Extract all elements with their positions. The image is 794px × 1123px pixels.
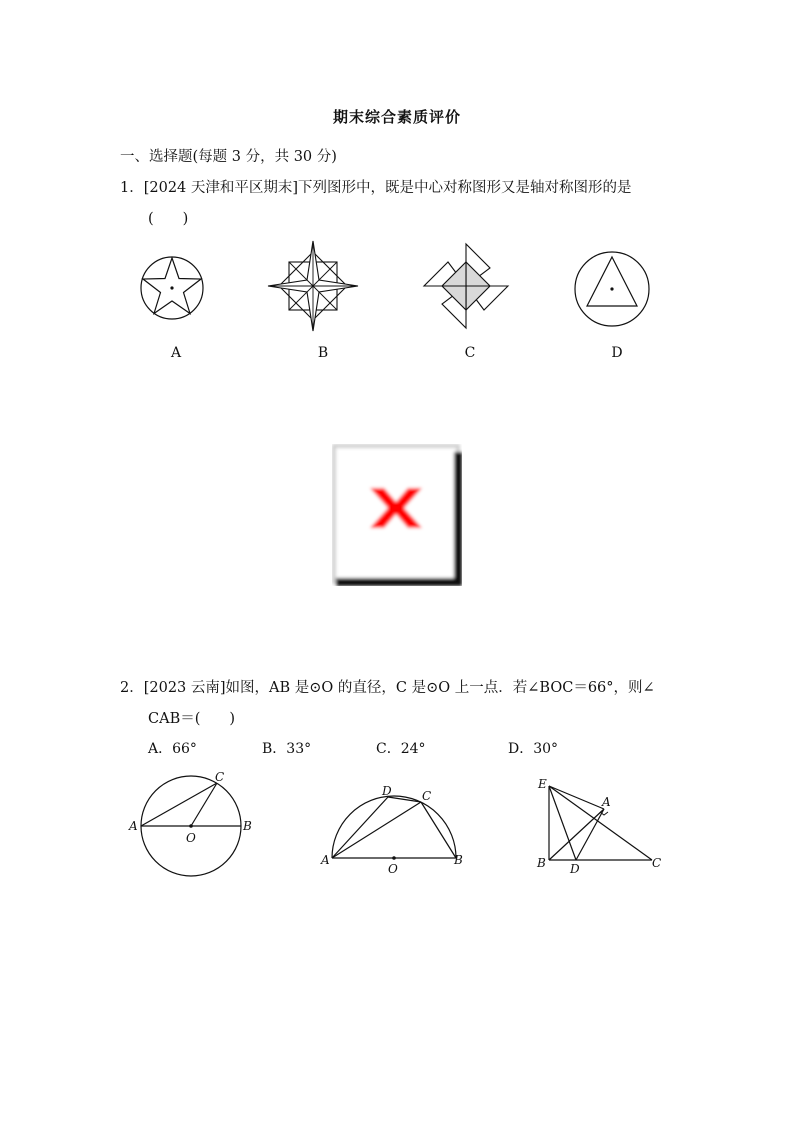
fig1-label-c: C	[215, 772, 225, 784]
option-a-label: A	[170, 345, 182, 361]
choice-d: D．30°	[508, 741, 559, 757]
fig2-label-d: D	[382, 784, 392, 798]
question-2-figure-2	[318, 784, 470, 876]
question-1-text: 1．[2024 天津和平区期末]下列图形中，既是中心对称图形又是轴对称图形的是	[120, 180, 632, 196]
option-b-label: B	[317, 345, 329, 361]
fig1-label-o: O	[186, 831, 196, 845]
page-title: 期末综合素质评价	[332, 108, 461, 126]
option-a-star-in-circle-figure	[138, 254, 206, 322]
option-d-label: D	[611, 345, 623, 361]
option-b-compass-star-figure	[267, 240, 359, 332]
option-d-triangle-in-circle-figure	[572, 249, 652, 329]
section-heading: 一、选择题(每题 3 分，共 30 分)	[120, 149, 337, 165]
fig2-label-b: B	[454, 853, 463, 867]
fig2-label-o: O	[388, 862, 398, 876]
choice-c: C．24°	[376, 741, 426, 757]
fig1-label-b: B	[243, 819, 252, 833]
fig3-label-b: B	[537, 856, 546, 870]
question-2-text-cont: CAB＝( )	[148, 711, 236, 727]
fig3-label-a: A	[602, 795, 611, 809]
option-c-pinwheel-figure	[420, 240, 512, 332]
fig3-label-e: E	[538, 777, 547, 791]
question-2-figure-1	[126, 772, 260, 882]
question-2-figure-3	[534, 774, 668, 876]
choice-b: B．33°	[262, 741, 312, 757]
choice-a: A．66°	[148, 741, 197, 757]
fig3-label-d: D	[570, 862, 580, 876]
question-2-text: 2．[2023 云南]如图，AB 是⊙O 的直径，C 是⊙O 上一点．若∠BOC＝66°，则∠	[120, 680, 655, 696]
fig3-label-c: C	[652, 856, 662, 870]
fig2-label-c: C	[422, 789, 432, 803]
option-c-label: C	[464, 345, 476, 361]
fig2-label-a: A	[321, 853, 330, 867]
fig1-label-a: A	[129, 819, 138, 833]
question-1-answer-blank: ( )	[148, 211, 189, 227]
broken-image-icon	[332, 444, 462, 586]
